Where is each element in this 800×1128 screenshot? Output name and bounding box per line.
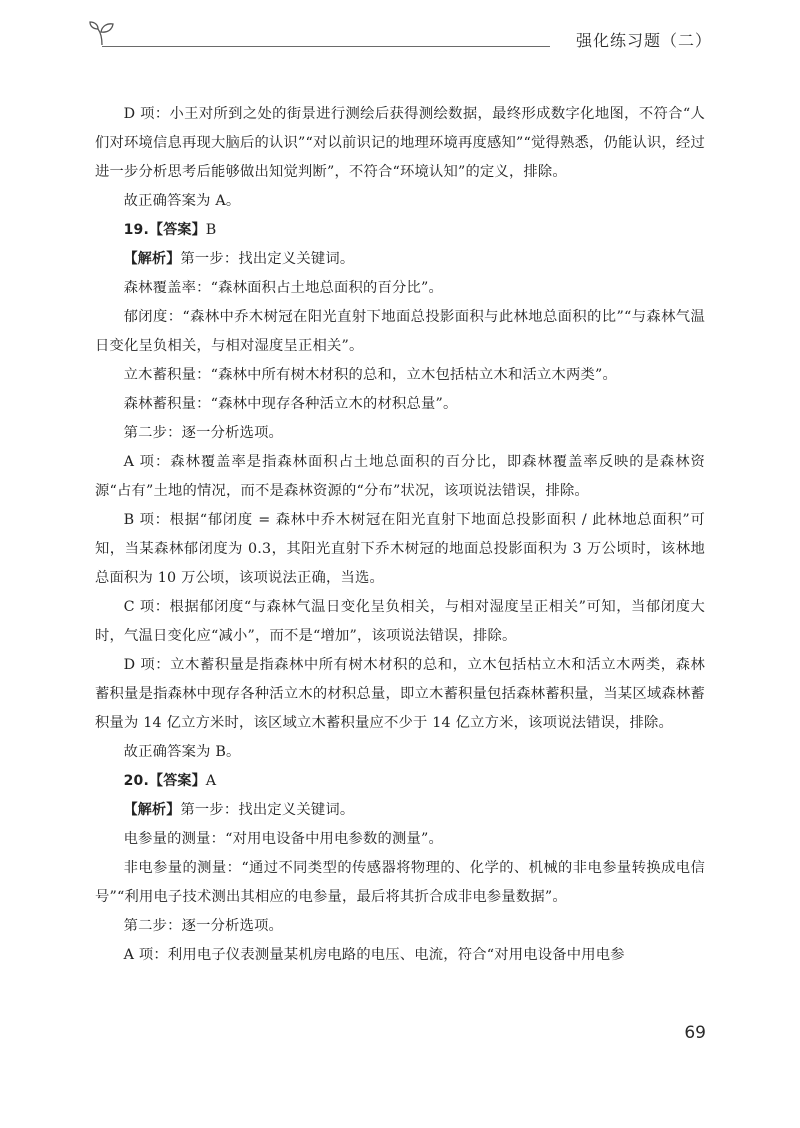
paragraph: 第二步：逐一分析选项。 bbox=[123, 425, 284, 441]
paragraph: 郁闭度：“森林中乔木树冠在阳光直射下地面总投影面积与此林地总面积的比”“与森林气温日变化呈负相关，与相对湿度呈正相关”。 bbox=[95, 309, 705, 354]
paragraph: A 项：利用电子仪表测量某机房电路的电压、电流，符合“对用电设备中用电参 bbox=[123, 947, 625, 963]
page-number: 69 bbox=[684, 1023, 706, 1043]
paragraph: B 项：根据“郁闭度 = 森林中乔木树冠在阳光直射下地面总投影面积 / 此林地总面积”可知，当某森林郁闭度为 0.3，其阳光直射下乔木树冠的地面总投影面积为 3 万公顷时，该林地总面积为 10 万公顷，该项说法正确，当选。 bbox=[95, 512, 705, 586]
paragraph: 森林蓄积量：“森林中现存各种活立木的材积总量”。 bbox=[123, 396, 458, 412]
analysis-text: 第一步：找出定义关键词。 bbox=[180, 251, 355, 267]
paragraph: 故正确答案为 B。 bbox=[123, 744, 241, 760]
answer-heading bbox=[95, 767, 705, 796]
paragraph: 故正确答案为 A。 bbox=[123, 193, 241, 209]
analysis-heading bbox=[95, 245, 705, 274]
answer-label: 19.【答案】 bbox=[123, 222, 206, 238]
analysis-heading bbox=[95, 796, 705, 825]
analysis-label: 【解析】 bbox=[123, 802, 181, 818]
page-header bbox=[88, 14, 712, 54]
header-rule bbox=[102, 46, 550, 47]
analysis-label: 【解析】 bbox=[123, 251, 181, 267]
paragraph: 非电参量的测量：“通过不同类型的传感器将物理的、化学的、机械的非电参量转换成电信号”“利用电子技术测出其相应的电参量，最后将其折合成非电参量数据”。 bbox=[95, 860, 705, 905]
answer-heading bbox=[95, 216, 705, 245]
paragraph: 森林覆盖率：“森林面积占土地总面积的百分比”。 bbox=[123, 280, 444, 296]
analysis-text: 第一步：找出定义关键词。 bbox=[180, 802, 355, 818]
paragraph: C 项：根据郁闭度“与森林气温日变化呈负相关，与相对湿度呈正相关”可知，当郁闭度大时，气温日变化应“减小”，而不是“增加”，该项说法错误，排除。 bbox=[95, 599, 705, 644]
paragraph: 第二步：逐一分析选项。 bbox=[123, 918, 284, 934]
answer-value: A bbox=[205, 773, 217, 789]
paragraph: A 项：森林覆盖率是指森林面积占土地总面积的百分比，即森林覆盖率反映的是森林资源“占有”土地的情况，而不是森林资源的“分布”状况，该项说法错误，排除。 bbox=[95, 454, 705, 499]
sprout-leaf-icon bbox=[88, 20, 118, 46]
page-body bbox=[95, 100, 705, 970]
answer-label: 20.【答案】 bbox=[123, 773, 206, 789]
paragraph: D 项：立木蓄积量是指森林中所有树木材积的总和，立木包括枯立木和活立木两类，森林蓄积量是指森林中现存各种活立木的材积总量，即立木蓄积量包括森林蓄积量，当某区域森林蓄积量为 14 亿立方米时，该区域立木蓄积量应不少于 14 亿立方米，该项说法错误，排除。 bbox=[95, 657, 705, 731]
running-header-title: 强化练习题（二） bbox=[575, 31, 712, 50]
answer-value: B bbox=[205, 222, 217, 238]
paragraph: D 项：小王对所到之处的街景进行测绘后获得测绘数据，最终形成数字化地图，不符合“人们对环境信息再现大脑后的认识”“对以前识记的地理环境再度感知”“觉得熟悉，仍能认识，经过进一步分析思考后能够做出知觉判断”，不符合“环境认知”的定义，排除。 bbox=[95, 106, 705, 180]
paragraph: 电参量的测量：“对用电设备中用电参数的测量”。 bbox=[123, 831, 444, 847]
paragraph: 立木蓄积量：“森林中所有树木材积的总和，立木包括枯立木和活立木两类”。 bbox=[123, 367, 618, 383]
